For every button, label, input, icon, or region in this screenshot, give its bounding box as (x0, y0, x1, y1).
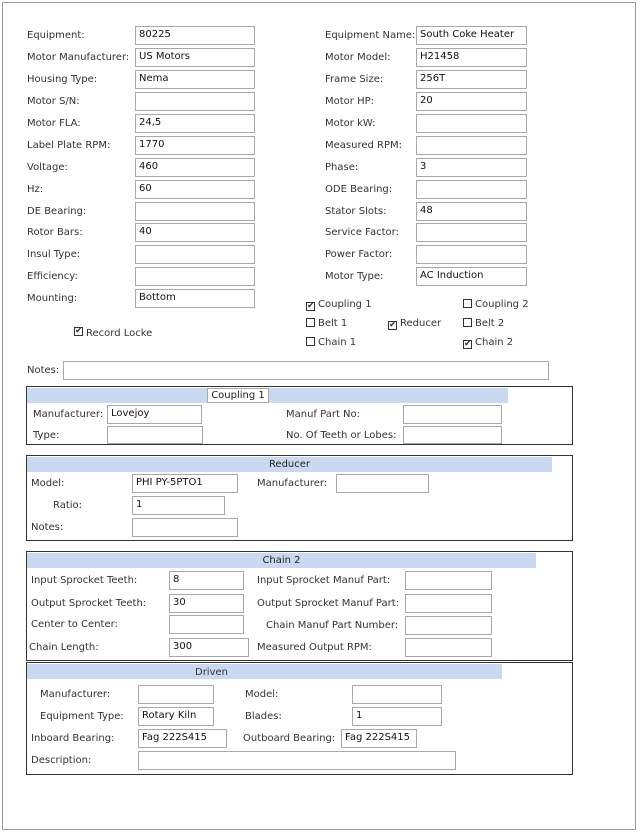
equipment-name-label: Equipment Name: (325, 30, 416, 41)
reducer-ratio-label: Ratio: (53, 500, 83, 511)
motor-manufacturer-field[interactable]: US Motors (135, 48, 255, 67)
motor-manufacturer-label: Motor Manufacturer: (27, 52, 130, 63)
chain-length-field[interactable]: 300 (169, 638, 249, 657)
reducer-label: Reducer (400, 318, 442, 329)
motor-sn-label: Motor S/N: (27, 96, 80, 107)
motor-type-field[interactable]: AC Induction (416, 267, 527, 286)
chain-section (26, 551, 573, 661)
housing-type-label: Housing Type: (27, 74, 98, 85)
motor-sn-field[interactable] (135, 92, 255, 111)
measured-rpm-field[interactable] (416, 136, 527, 155)
reducer-model-field[interactable]: PHI PY-5PTO1 (132, 474, 238, 493)
ode-bearing-label: ODE Bearing: (325, 184, 393, 195)
driven-manufacturer-field[interactable] (138, 685, 214, 704)
motor-fla-field[interactable]: 24,5 (135, 114, 255, 133)
chain-input-teeth-label: Input Sprocket Teeth: (31, 575, 138, 586)
chain-part-number-label: Chain Manuf Part Number: (266, 620, 399, 631)
belt2-label: Belt 2 (475, 318, 505, 329)
motor-type-label: Motor Type: (325, 271, 384, 282)
driven-equipment-type-label: Equipment Type: (40, 711, 124, 722)
reducer-notes-field[interactable] (132, 518, 238, 537)
chain2-label: Chain 2 (475, 337, 514, 348)
equipment-field[interactable]: 80225 (135, 26, 255, 45)
voltage-label: Voltage: (27, 162, 68, 173)
belt2-checkbox[interactable] (463, 318, 504, 329)
hz-label: Hz: (27, 184, 44, 195)
driven-inboard-label: Inboard Bearing: (31, 733, 115, 744)
driven-model-field[interactable] (352, 685, 442, 704)
chain-part-number-field[interactable] (405, 616, 492, 635)
efficiency-field[interactable] (135, 267, 255, 286)
chain-output-rpm-label: Measured Output RPM: (257, 642, 372, 653)
chain-length-label: Chain Length: (29, 642, 99, 653)
checkbox-box[interactable]: ✔ (389, 320, 397, 330)
frame-size-label: Frame Size: (325, 74, 384, 85)
chain-output-rpm-field[interactable] (405, 638, 492, 657)
phase-field[interactable]: 3 (416, 158, 527, 177)
coupling-title: Coupling 1 (207, 388, 269, 403)
motor-kw-field[interactable] (416, 114, 527, 133)
driven-description-label: Description: (31, 755, 92, 766)
belt1-label: Belt 1 (318, 318, 348, 329)
de-bearing-label: DE Bearing: (27, 206, 87, 217)
coupling-teeth-field[interactable] (403, 426, 502, 444)
coupling-part-no-field[interactable] (403, 405, 502, 424)
motor-fla-label: Motor FLA: (27, 118, 81, 129)
motor-hp-label: Motor HP: (325, 96, 374, 107)
reducer-title: Reducer (27, 457, 552, 472)
belt1-checkbox[interactable] (306, 318, 347, 329)
chain-center-field[interactable] (169, 615, 244, 634)
coupling-teeth-label: No. Of Teeth or Lobes: (286, 430, 397, 441)
voltage-field[interactable]: 460 (135, 158, 255, 177)
phase-label: Phase: (325, 162, 359, 173)
reducer-manufacturer-field[interactable] (336, 474, 429, 493)
driven-outboard-label: Outboard Bearing: (243, 733, 336, 744)
measured-rpm-label: Measured RPM: (325, 140, 403, 151)
driven-blades-label: Blades: (245, 711, 282, 722)
chain2-checkbox[interactable] (463, 337, 513, 349)
reducer-model-label: Model: (31, 478, 65, 489)
motor-model-label: Motor Model: (325, 52, 391, 63)
driven-model-label: Model: (245, 689, 279, 700)
notes-label: Notes: (27, 365, 60, 376)
hz-field[interactable]: 60 (135, 180, 255, 199)
chain-output-part-label: Output Sprocket Manuf Part: (257, 598, 400, 609)
chain-center-label: Center to Center: (31, 619, 118, 630)
record-locke-label: Record Locke (86, 328, 153, 339)
chain-input-teeth-field[interactable]: 8 (169, 571, 244, 590)
coupling-part-no-label: Manuf Part No: (286, 409, 361, 420)
checkbox-box[interactable] (306, 318, 315, 327)
coupling-manufacturer-label: Manufacturer: (33, 409, 104, 420)
driven-inboard-field[interactable]: Fag 222S415 (138, 729, 227, 748)
driven-manufacturer-label: Manufacturer: (40, 689, 111, 700)
checkbox-box[interactable] (463, 318, 472, 327)
mounting-field[interactable]: Bottom (135, 289, 255, 308)
chain-input-part-label: Input Sprocket Manuf Part: (257, 575, 391, 586)
checkbox-box[interactable] (306, 337, 315, 346)
driven-title: Driven (195, 667, 228, 678)
service-factor-field[interactable] (416, 223, 527, 242)
checkbox-box[interactable] (463, 299, 472, 308)
efficiency-label: Efficiency: (27, 271, 78, 282)
reducer-section (26, 455, 573, 541)
notes-field[interactable] (63, 361, 549, 380)
de-bearing-field[interactable] (135, 202, 255, 221)
label-plate-rpm-label: Label Plate RPM: (27, 140, 111, 151)
checkbox-box[interactable]: ✔ (75, 326, 83, 336)
reducer-ratio-field[interactable]: 1 (132, 496, 225, 515)
mounting-label: Mounting: (27, 293, 78, 304)
coupling-type-label: Type: (33, 430, 60, 441)
coupling2-label: Coupling 2 (475, 299, 529, 310)
chain-output-teeth-label: Output Sprocket Teeth: (31, 598, 147, 609)
coupling2-checkbox[interactable] (463, 299, 529, 310)
coupling1-checkbox[interactable] (306, 299, 372, 311)
driven-header-bar (27, 664, 502, 679)
motor-kw-label: Motor kW: (325, 118, 376, 129)
driven-blades-field[interactable]: 1 (352, 707, 442, 726)
insul-type-label: Insul Type: (27, 249, 81, 260)
stator-slots-field[interactable]: 48 (416, 202, 527, 221)
service-factor-label: Service Factor: (325, 227, 399, 238)
coupling-section (26, 386, 573, 445)
chain-input-part-field[interactable] (405, 571, 492, 590)
driven-outboard-field[interactable]: Fag 222S415 (341, 729, 417, 748)
checkbox-box[interactable]: ✔ (307, 301, 315, 311)
driven-section (26, 662, 573, 775)
coupling1-label: Coupling 1 (318, 299, 372, 310)
equipment-label: Equipment: (27, 30, 85, 41)
rotor-bars-field[interactable]: 40 (135, 223, 255, 242)
record-locke-checkbox[interactable] (74, 324, 153, 339)
frame-size-field[interactable]: 256T (416, 70, 527, 89)
insul-type-field[interactable] (135, 245, 255, 264)
motor-hp-field[interactable]: 20 (416, 92, 527, 111)
stator-slots-label: Stator Slots: (325, 206, 387, 217)
coupling-type-field[interactable] (107, 426, 203, 444)
label-plate-rpm-field[interactable]: 1770 (135, 136, 255, 155)
coupling-manufacturer-field[interactable]: Lovejoy (107, 405, 202, 424)
reducer-manufacturer-label: Manufacturer: (257, 478, 328, 489)
power-factor-label: Power Factor: (325, 249, 393, 260)
ode-bearing-field[interactable] (416, 180, 527, 199)
reducer-checkbox[interactable] (388, 318, 441, 330)
chain1-label: Chain 1 (318, 337, 357, 348)
checkbox-box[interactable]: ✔ (464, 339, 472, 349)
power-factor-field[interactable] (416, 245, 527, 264)
chain-title: Chain 2 (27, 553, 536, 568)
chain-output-part-field[interactable] (405, 594, 492, 613)
reducer-notes-label: Notes: (31, 522, 64, 533)
chain-output-teeth-field[interactable]: 30 (169, 594, 244, 613)
motor-model-field[interactable]: H21458 (416, 48, 527, 67)
driven-description-field[interactable] (138, 751, 456, 770)
chain1-checkbox[interactable] (306, 337, 356, 348)
housing-type-field[interactable]: Nema (135, 70, 255, 89)
equipment-name-field[interactable]: South Coke Heater (416, 26, 527, 45)
rotor-bars-label: Rotor Bars: (27, 227, 83, 238)
driven-equipment-type-field[interactable]: Rotary Kiln (138, 707, 214, 726)
